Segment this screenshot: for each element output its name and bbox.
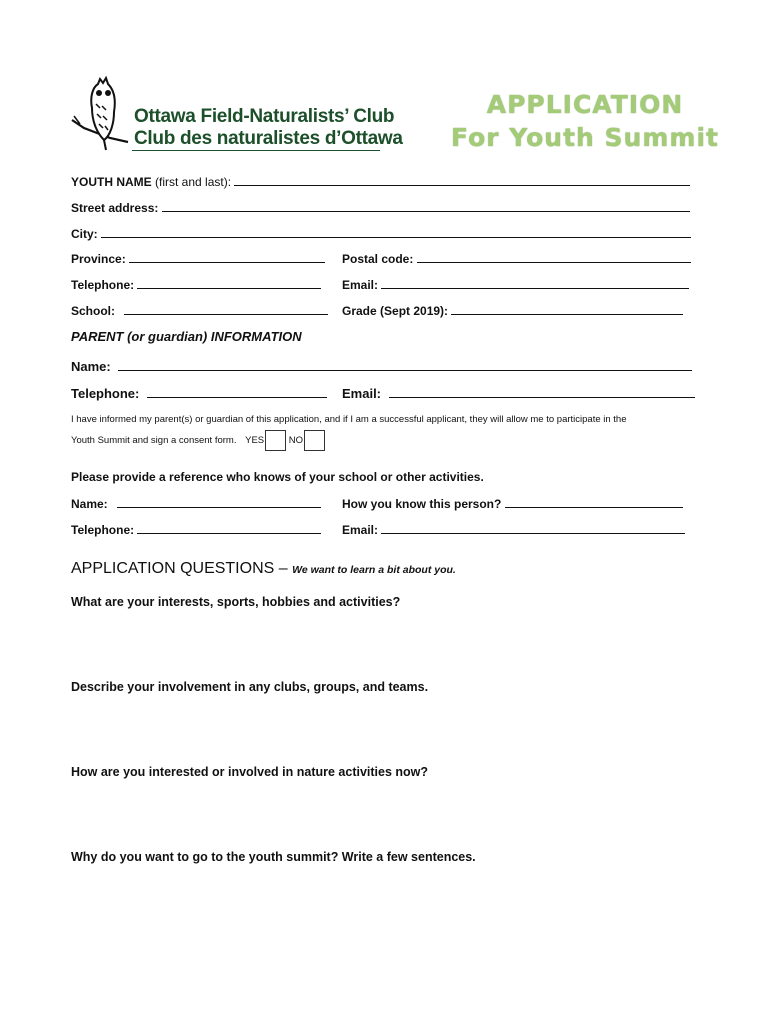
email-field[interactable] <box>381 277 689 289</box>
parent-name-row <box>71 359 692 374</box>
school-row <box>71 303 328 318</box>
reference-name-label: Name: <box>71 497 108 511</box>
reference-how-label: How you know this person? <box>342 497 502 511</box>
club-logo <box>70 76 403 156</box>
parent-email-field[interactable] <box>389 386 695 398</box>
parent-name-label: Name: <box>71 359 111 374</box>
reference-telephone-row <box>71 522 321 537</box>
grade-field[interactable] <box>451 303 683 315</box>
questions-heading: APPLICATION QUESTIONS – <box>71 560 288 577</box>
province-field[interactable] <box>129 251 325 263</box>
club-name-fr: Club des naturalistes d’Ottawa <box>134 128 403 149</box>
reference-telephone-label: Telephone: <box>71 523 135 537</box>
youth-name-label: YOUTH NAME <box>71 175 152 189</box>
application-title <box>440 88 730 154</box>
reference-how-field[interactable] <box>505 496 683 508</box>
telephone-label: Telephone: <box>71 278 135 292</box>
reference-email-label: Email: <box>342 523 379 537</box>
no-checkbox[interactable] <box>304 430 325 451</box>
parent-telephone-row <box>71 386 327 401</box>
no-label: NO <box>288 435 304 447</box>
owl-icon <box>70 76 132 156</box>
province-row <box>71 251 325 266</box>
reference-intro-text: Please provide a reference who knows of your school or other activities. <box>71 470 484 484</box>
youth-name-hint: (first and last): <box>155 175 232 189</box>
consent-line-1: I have informed my parent(s) or guardian of this application, and if I am a successful applicant, they will allow me to participate in the <box>71 414 627 425</box>
reference-telephone-field[interactable] <box>137 522 321 534</box>
school-label: School: <box>71 304 115 318</box>
email-row <box>342 277 689 292</box>
telephone-row <box>71 277 321 292</box>
school-field[interactable] <box>124 303 328 315</box>
reference-name-field[interactable] <box>117 496 321 508</box>
grade-label: Grade (Sept 2019): <box>342 304 449 318</box>
parent-name-field[interactable] <box>118 359 692 371</box>
grade-row <box>342 303 683 318</box>
province-label: Province: <box>71 252 126 266</box>
club-name-en: Ottawa Field-Naturalists’ Club <box>134 106 395 127</box>
email-label: Email: <box>342 278 379 292</box>
reference-email-row <box>342 522 685 537</box>
youth-name-row <box>71 174 690 189</box>
questions-subheading: We want to learn a bit about you. <box>292 564 456 576</box>
parent-email-row <box>342 386 695 401</box>
parent-telephone-label: Telephone: <box>71 386 140 401</box>
reference-intro <box>71 470 484 484</box>
reference-email-field[interactable] <box>381 522 685 534</box>
title-line-2: For Youth Summit <box>451 123 719 152</box>
parent-email-label: Email: <box>342 386 382 401</box>
street-address-row <box>71 200 690 215</box>
telephone-field[interactable] <box>137 277 321 289</box>
question-clubs: Describe your involvement in any clubs, groups, and teams. <box>71 680 429 694</box>
question-interests: What are your interests, sports, hobbies and activities? <box>71 595 401 609</box>
question-why-summit: Why do you want to go to the youth summit? Write a few sentences. <box>71 850 476 864</box>
reference-name-row <box>71 496 321 511</box>
youth-name-field[interactable] <box>234 174 690 186</box>
logo-divider <box>132 150 380 151</box>
questions-heading-row <box>71 560 456 578</box>
parent-section-title: PARENT (or guardian) INFORMATION <box>71 329 302 344</box>
question-nature: How are you interested or involved in nature activities now? <box>71 765 429 779</box>
yes-checkbox[interactable] <box>265 430 286 451</box>
parent-telephone-field[interactable] <box>147 386 327 398</box>
street-address-field[interactable] <box>162 200 690 212</box>
postal-code-field[interactable] <box>417 251 691 263</box>
city-row <box>71 226 691 241</box>
consent-line-2-row <box>71 430 325 451</box>
consent-line-2: Youth Summit and sign a consent form. <box>71 435 237 447</box>
yes-label: YES <box>245 435 265 447</box>
title-line-1: APPLICATION <box>486 90 684 119</box>
postal-code-label: Postal code: <box>342 252 414 266</box>
city-field[interactable] <box>101 226 691 238</box>
postal-code-row <box>342 251 691 266</box>
city-label: City: <box>71 227 98 241</box>
street-address-label: Street address: <box>71 201 159 215</box>
reference-how-row <box>342 496 683 511</box>
